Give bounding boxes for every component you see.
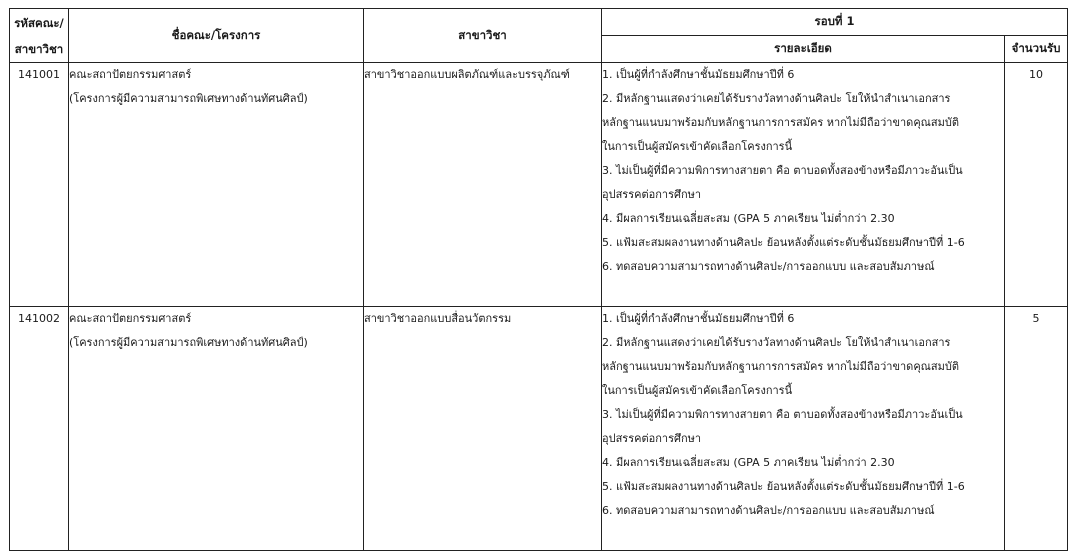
row-major-cell: [364, 63, 602, 307]
detail-line: 2. มีหลักฐานแสดงว่าเคยได้รับรางวัลทางด้านศิลปะ โยให้นำสำเนาเอกสาร: [602, 92, 951, 105]
detail-line: ในการเป็นผู้สมัครเข้าคัดเลือกโครงการนี้: [602, 140, 793, 153]
header-major: สาขาวิชา: [364, 9, 602, 63]
detail-line: 2. มีหลักฐานแสดงว่าเคยได้รับรางวัลทางด้านศิลปะ โยให้นำสำเนาเอกสาร: [602, 336, 951, 349]
detail-line: 4. มีผลการเรียนเฉลี่ยสะสม (GPA 5 ภาคเรียน ไม่ต่ำกว่า 2.30: [602, 456, 895, 469]
row-code: 141002: [18, 312, 60, 325]
admission-table-sheet: [9, 8, 1067, 552]
row-details-cell: [602, 307, 1005, 551]
header-code-line1: รหัสคณะ/: [14, 15, 64, 30]
table-row: [10, 63, 1068, 307]
detail-line: ในการเป็นผู้สมัครเข้าคัดเลือกโครงการนี้: [602, 384, 793, 397]
row-count: 5: [1032, 312, 1040, 325]
header-count: จำนวนรับ: [1005, 36, 1068, 63]
row-count: 10: [1029, 68, 1043, 81]
row-faculty-cell: [69, 307, 364, 551]
detail-line: อุปสรรคต่อการศึกษา: [602, 432, 702, 445]
detail-line: 1. เป็นผู้ที่กำลังศึกษาชั้นมัธยมศึกษาปีที่ 6: [602, 312, 795, 325]
detail-line: อุปสรรคต่อการศึกษา: [602, 188, 702, 201]
row-major: สาขาวิชาออกแบบสื่อนวัตกรรม: [364, 312, 512, 325]
header-code: [10, 9, 69, 63]
detail-line: 4. มีผลการเรียนเฉลี่ยสะสม (GPA 5 ภาคเรียน ไม่ต่ำกว่า 2.30: [602, 212, 895, 225]
header-detail: รายละเอียด: [602, 36, 1005, 63]
detail-line: 1. เป็นผู้ที่กำลังศึกษาชั้นมัธยมศึกษาปีที่ 6: [602, 68, 795, 81]
detail-line: หลักฐานแนบมาพร้อมกับหลักฐานการการสมัคร หากไม่มีถือว่าขาดคุณสมบัติ: [602, 360, 959, 373]
row-code-cell: [10, 307, 69, 551]
detail-line: 6. ทดสอบความสามารถทางด้านศิลปะ/การออกแบบ และสอบสัมภาษณ์: [602, 260, 935, 273]
row-code-cell: [10, 63, 69, 307]
admission-table: [9, 8, 1068, 551]
detail-line: 6. ทดสอบความสามารถทางด้านศิลปะ/การออกแบบ และสอบสัมภาษณ์: [602, 504, 935, 517]
table-row: [10, 307, 1068, 551]
header-faculty: ชื่อคณะ/โครงการ: [69, 9, 364, 63]
row-faculty: คณะสถาปัตยกรรมศาสตร์: [69, 68, 192, 81]
detail-line: 3. ไม่เป็นผู้ที่มีความพิการทางสายตา คือ ตาบอดทั้งสองข้างหรือมีภาวะอันเป็น: [602, 164, 963, 177]
header-code-line2: สาขาวิชา: [14, 41, 64, 56]
detail-line: หลักฐานแนบมาพร้อมกับหลักฐานการการสมัคร หากไม่มีถือว่าขาดคุณสมบัติ: [602, 116, 959, 129]
row-project: (โครงการผู้มีความสามารถพิเศษทางด้านทัศนศิลป์): [69, 336, 308, 349]
detail-line: 3. ไม่เป็นผู้ที่มีความพิการทางสายตา คือ ตาบอดทั้งสองข้างหรือมีภาวะอันเป็น: [602, 408, 963, 421]
row-code: 141001: [18, 68, 60, 81]
header-round: รอบที่ 1: [602, 9, 1068, 36]
row-faculty: คณะสถาปัตยกรรมศาสตร์: [69, 312, 192, 325]
detail-line: 5. แฟ้มสะสมผลงานทางด้านศิลปะ ย้อนหลังตั้งแต่ระดับชั้นมัธยมศึกษาปีที่ 1-6: [602, 480, 965, 493]
row-major: สาขาวิชาออกแบบผลิตภัณฑ์และบรรจุภัณฑ์: [364, 68, 570, 81]
row-count-cell: [1005, 63, 1068, 307]
row-count-cell: [1005, 307, 1068, 551]
row-faculty-cell: [69, 63, 364, 307]
detail-line: 5. แฟ้มสะสมผลงานทางด้านศิลปะ ย้อนหลังตั้งแต่ระดับชั้นมัธยมศึกษาปีที่ 1-6: [602, 236, 965, 249]
row-major-cell: [364, 307, 602, 551]
row-project: (โครงการผู้มีความสามารถพิเศษทางด้านทัศนศิลป์): [69, 92, 308, 105]
row-details-cell: [602, 63, 1005, 307]
